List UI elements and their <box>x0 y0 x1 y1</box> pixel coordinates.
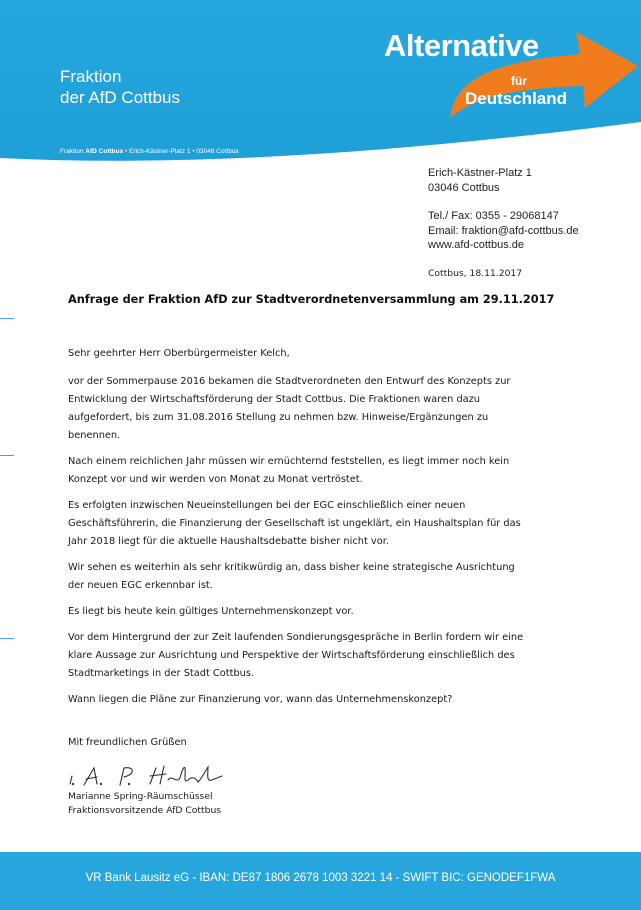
contact-city: 03046 Cottbus <box>428 181 500 194</box>
signer-title: Fraktionsvorsitzende AfD Cottbus <box>68 805 222 816</box>
letter-paragraph-6: Vor dem Hintergrund der zur Zeit laufenden Sondierungsgespräche in Berlin fordern wir eine klare Aussage zur Ausrichtung und Perspektive der Wirtschaftsförderung einschließlich des Stadtmarketings in der Stadt Cottbus. <box>68 632 524 679</box>
letter-subject: Anfrage der Fraktion AfD zur Stadtverordnetenversammlung am 29.11.2017 <box>68 293 555 306</box>
fraktion-name-line2: der AfD Cottbus <box>60 88 181 107</box>
fold-mark-top <box>0 318 14 319</box>
contact-web: www.afd-cottbus.de <box>428 239 524 251</box>
letterhead-footer <box>0 852 641 910</box>
contact-street: Erich-Kästner-Platz 1 <box>428 167 532 179</box>
fraktion-name-line1: Fraktion <box>60 67 122 86</box>
letter-body <box>68 345 573 717</box>
letter-paragraph-1: vor der Sommerpause 2016 bekamen die Stadtverordneten den Entwurf des Konzepts zur Entwicklung der Wirtschaftsförderung der Stadt Cottbus. Die Fraktionen waren dazu aufgefordert, bis zum 31.08.2016 Stellung zu nehmen bzw. Hinweise/Ergänzungen zu benennen. <box>68 376 511 441</box>
fold-mark-middle <box>0 455 14 456</box>
signer-name: Marianne Spring-Räumschüssel <box>68 791 213 802</box>
fraktion-name <box>60 66 280 108</box>
fold-mark-bottom <box>0 638 14 639</box>
return-address-prefix: Fraktion <box>60 148 86 155</box>
contact-spacer <box>428 195 579 209</box>
contact-block <box>428 166 579 253</box>
letter-closing: Mit freundlichen Grüßen <box>68 737 187 748</box>
handwritten-signature <box>64 758 244 792</box>
letter-paragraph-2: Nach einem reichlichen Jahr müssen wir ernüchternd feststellen, es liegt immer noch kein Konzept vor und wir werden von Monat zu Monat vertröstet. <box>68 456 510 485</box>
letter-paragraph-7: Wann liegen die Pläne zur Finanzierung vor, wann das Unternehmenskonzept? <box>68 694 453 705</box>
letterhead-header <box>0 0 641 162</box>
afd-logo <box>380 6 640 118</box>
return-address-rest: • Erich-Kästner-Platz 1 • 03046 Cottbus <box>123 148 239 155</box>
header-return-address <box>60 148 239 155</box>
letter-paragraph-5: Es liegt bis heute kein gültiges Unternehmenskonzept vor. <box>68 606 354 617</box>
contact-email: Email: fraktion@afd-cottbus.de <box>428 224 579 237</box>
footer-bank-details: VR Bank Lausitz eG - IBAN: DE87 1806 2678 1003 3221 14 - SWIFT BIC: GENODEF1FWA <box>85 872 556 884</box>
letter-date: Cottbus, 18.11.2017 <box>428 268 523 279</box>
logo-text-fuer: für <box>511 74 527 88</box>
return-address-bold: AfD Cottbus <box>85 148 124 155</box>
letter-salutation: Sehr geehrter Herr Oberbürgermeister Kelch, <box>68 348 290 359</box>
letter-paragraph-3: Es erfolgten inzwischen Neueinstellungen bei der EGC einschließlich einer neuen Geschäftsführerin, die Finanzierung der Gesellschaft ist ungeklärt, ein Haushaltsplan für das Jahr 2018 liegt für die aktuelle Haushaltsdebatte bisher nicht vor. <box>68 500 521 547</box>
letter-paragraph-4: Wir sehen es weiterhin als sehr kritikwürdig an, dass bisher keine strategische Ausrichtung der neuen EGC erkennbar ist. <box>68 562 515 591</box>
logo-text-deutschland: Deutschland <box>465 89 568 108</box>
signer-block <box>68 790 221 818</box>
logo-text-alternative: Alternative <box>384 28 539 63</box>
contact-phone: Tel./ Fax: 0355 - 29068147 <box>428 210 559 222</box>
